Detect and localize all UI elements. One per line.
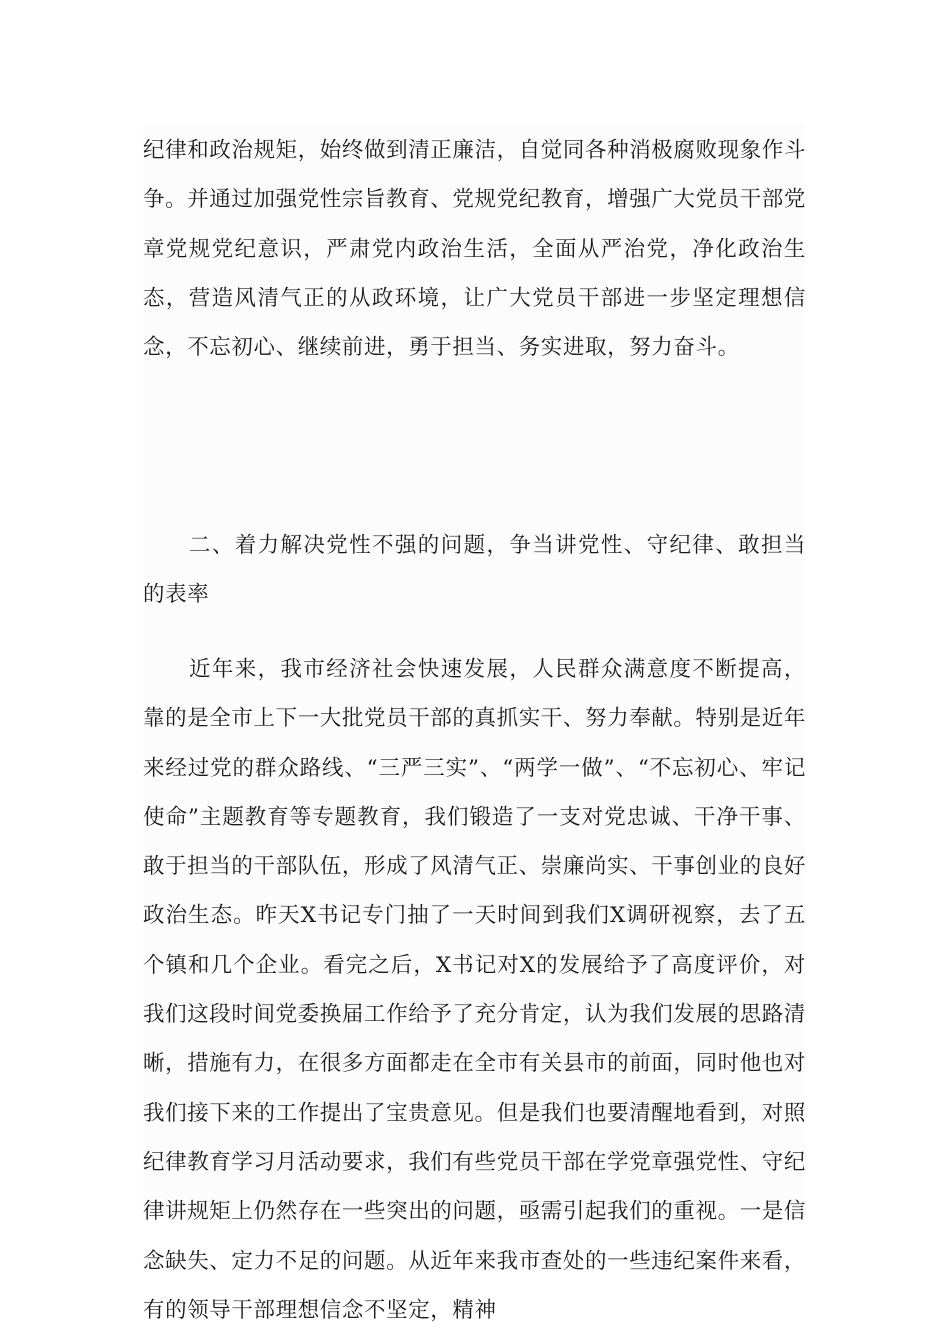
paragraph-body: 近年来，我市经济社会快速发展，人民群众满意度不断提高，靠的是全市上下一大批党员干部的真抓实干、努力奉献。特别是近年来经过党的群众路线、“三严三实”、“两学一做”、“不忘初心、牢记使命”主题教育等专题教育，我们锻造了一支对党忠诚、干净干事、敢于担当的干部队伍，形成了风清气正、崇廉尚实、干事创业的良好政治生态。昨天X书记专门抽了一天时间到我们X调研视察，去了五个镇和几个企业。看完之后，X书记对X的发展给予了高度评价，对我们这段时间党委换届工作给予了充分肯定，认为我们发展的思路清晰，措施有力，在很多方面都走在全市有关县市的前面，同时他也对我们接下来的工作提出了宝贵意见。但是我们也要清醒地看到，对照纪律教育学习月活动要求，我们有些党员干部在学党章强党性、守纪律讲规矩上仍然存在一些突出的问题，亟需引起我们的重视。一是信念缺失、定力不足的问题。从近年来我市查处的一些违纪案件来看，有的领导干部理想信念不坚定，精神 [143,657,807,1323]
paragraph-continuation: 纪律和政治规矩，始终做到清正廉洁，自觉同各种消极腐败现象作斗争。并通过加强党性宗旨教育、党规党纪教育，增强广大党员干部党章党规党纪意识，严肃党内政治生活，全面从严治党，净化政治生态，营造风清气正的从政环境，让广大党员干部进一步坚定理想信念，不忘初心、继续前进，勇于担当、务实进取，努力奋斗。 [143,138,807,361]
document-body [143,124,807,1323]
section-heading: 二、着力解决党性不强的问题，争当讲党性、守纪律、敢担当的表率 [143,533,806,608]
